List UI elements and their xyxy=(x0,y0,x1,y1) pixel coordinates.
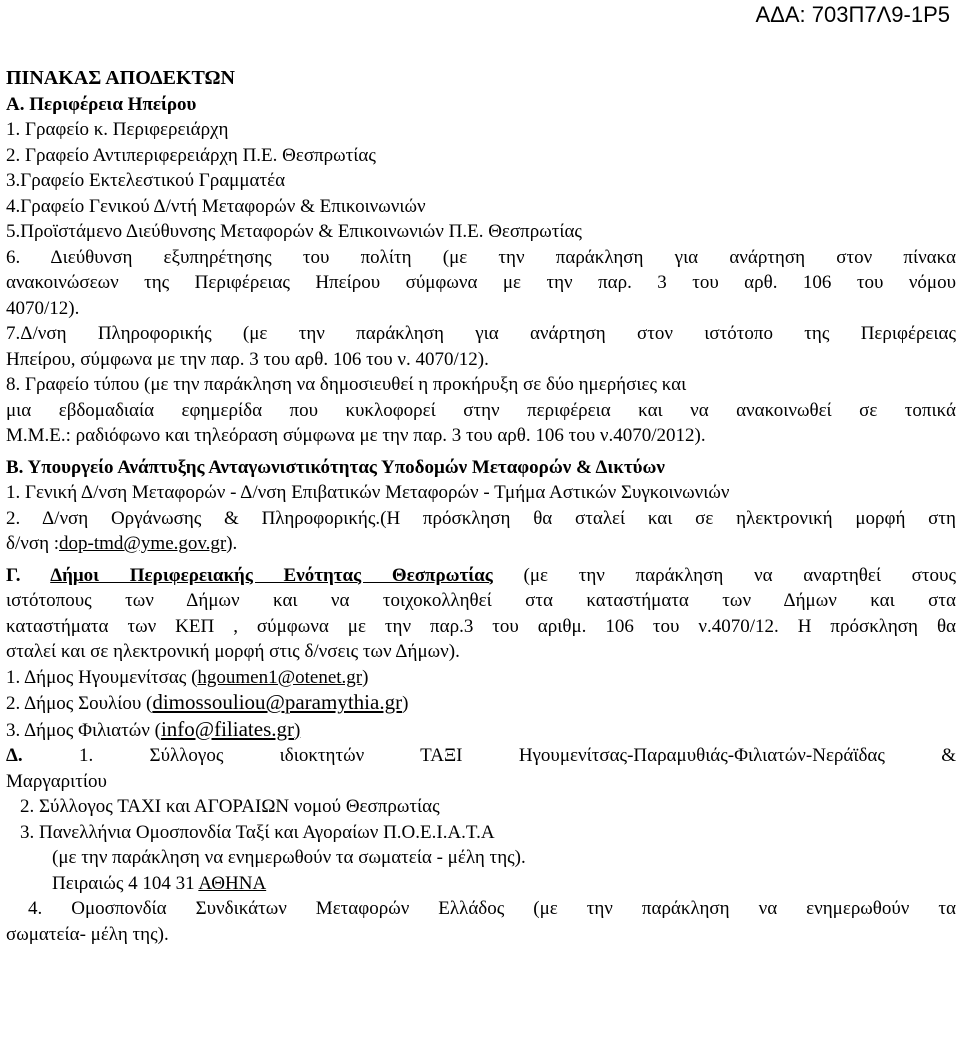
section-c-line-2: ιστότοπους των Δήμων και να τοιχοκολληθεί στα καταστήματα των Δήμων και στα xyxy=(6,590,956,611)
section-a-item-6-line-1: 6. Διεύθυνση εξυπηρέτησης του πολίτη (με την παράκληση για ανάρτηση στον πίνακα xyxy=(6,246,956,268)
section-d-item-1-text: 1. Σύλλογος ιδιοκτητών ΤΑΞΙ Ηγουμενίτσας-Παραμυθιάς-Φιλιατών-Νεράϊδας & xyxy=(22,745,956,766)
section-c-item-2-suffix: ) xyxy=(402,693,409,714)
section-a-item-8-line-2: μια εβδομαδιαία εφημερίδα που κυκλοφορεί στην περιφέρεια και να ανακοινωθεί σε τοπικά xyxy=(6,399,956,421)
section-a-item-3: 3.Γραφείο Εκτελεστικού Γραμματέα xyxy=(6,170,286,191)
section-a-item-6-line-3: 4070/12). xyxy=(6,297,80,319)
section-a-item-8-line-3: Μ.Μ.Ε.: ραδιόφωνο και τηλεόραση σύμφωνα με την παρ. 3 του αρθ. 106 του ν.4070/2012). xyxy=(6,425,706,446)
section-c-item-3-suffix: ) xyxy=(294,719,301,741)
section-a-item-7-line-1: 7.Δ/νση Πληροφορικής (με την παράκληση για ανάρτηση στον ιστότοπο της Περιφέρειας xyxy=(6,323,956,344)
section-b-heading: Β. Υπουργείο Ανάπτυξης Ανταγωνιστικότητας Υποδομών Μεταφορών & Δικτύων xyxy=(6,456,665,478)
email-link-filiates[interactable]: info@filiates.gr xyxy=(160,716,294,741)
section-c-line-1 xyxy=(6,563,956,589)
section-c-item-1-suffix: ) xyxy=(362,666,369,688)
section-b-item-2-line-1: 2. Δ/νση Οργάνωσης & Πληροφορικής.(Η πρόσκληση θα σταλεί και σε ηλεκτρονική μορφή στη xyxy=(6,507,956,529)
section-a-item-8-line-1: 8. Γραφείο τύπου (με την παράκληση να δημοσιευθεί η προκήρυξη σε δύο ημερήσιες και xyxy=(6,374,687,395)
section-b-item-2-prefix: δ/νση : xyxy=(6,533,60,554)
section-c-item-3-prefix: 3. Δήμος Φιλιατών ( xyxy=(6,719,161,741)
section-c-text-1: (με την παράκληση να αναρτηθεί στους xyxy=(492,564,956,586)
section-a-heading: Α. Περιφέρεια Ηπείρου xyxy=(6,93,197,115)
section-a-item-7-line-2: Ηπείρου, σύμφωνα με την παρ. 3 του αρθ. 106 του ν. 4070/12). xyxy=(6,348,489,370)
email-link-dimossouliou[interactable]: dimossouliou@paramythia.gr xyxy=(152,690,403,714)
section-a-item-1: 1. Γραφείο κ. Περιφερειάρχη xyxy=(6,119,229,140)
email-link-hgoumen[interactable]: hgoumen1@otenet.gr xyxy=(197,666,363,688)
section-c-item-1 xyxy=(6,665,956,691)
section-a-item-2: 2. Γραφείο Αντιπεριφερειάρχη Π.Ε. Θεσπρωτίας xyxy=(6,144,376,166)
section-c-item-1-prefix: 1. Δήμος Ηγουμενίτσας ( xyxy=(6,666,198,688)
section-c-line-4: σταλεί και σε ηλεκτρονική μορφή στις δ/νσεις των Δήμων). xyxy=(6,641,460,662)
section-a-item-6-line-2: ανακοινώσεων της Περιφέρειας Ηπείρου σύμφωνα με την παρ. 3 του αρθ. 106 του νόμου xyxy=(6,272,956,293)
section-d-item-3-address xyxy=(6,871,956,897)
section-d-item-1-line-2: Μαργαριτίου xyxy=(6,770,107,792)
section-c-item-3 xyxy=(6,717,956,744)
section-c-item-2 xyxy=(6,690,956,717)
section-b-item-2-line-2 xyxy=(6,531,956,557)
section-d-item-3-note: (με την παράκληση να ενημερωθούν τα σωματεία - μέλη της). xyxy=(52,847,526,868)
section-a-item-4: 4.Γραφείο Γενικού Δ/ντή Μεταφορών & Επικοινωνιών xyxy=(6,195,426,217)
section-d-item-4-line-1: 4. Ομοσπονδία Συνδικάτων Μεταφορών Ελλάδος (με την παράκληση να ενημερωθούν τα xyxy=(28,898,956,919)
section-d-item-1-line-1 xyxy=(6,743,956,769)
section-b-item-1: 1. Γενική Δ/νση Μεταφορών - Δ/νση Επιβατικών Μεταφορών - Τμήμα Αστικών Συγκοινωνιών xyxy=(6,482,730,503)
section-a-item-5: 5.Προϊστάμενο Διεύθυνσης Μεταφορών & Επικοινωνιών Π.Ε. Θεσπρωτίας xyxy=(6,221,582,242)
section-d-item-2: 2. Σύλλογος ΤΑΧΙ και ΑΓΟΡΑΙΩΝ νομού Θεσπρωτίας xyxy=(20,796,440,817)
section-d-item-4-line-2: σωματεία- μέλη της). xyxy=(6,923,169,945)
section-b-item-2-suffix: ). xyxy=(226,533,238,554)
section-d-address-city: ΑΘΗΝΑ xyxy=(198,872,267,894)
recipients-document xyxy=(6,66,956,947)
ada-code: ΑΔΑ: 703Π7Λ9-1Ρ5 xyxy=(755,2,950,27)
document-title: ΠΙΝΑΚΑΣ ΑΠΟΔΕΚΤΩΝ xyxy=(6,67,235,89)
section-c-label: Γ. xyxy=(6,564,51,586)
section-c-heading: Δήμοι Περιφερειακής Ενότητας Θεσπρωτίας xyxy=(50,564,493,586)
section-d-address-street: Πειραιώς 4 104 31 xyxy=(52,872,199,894)
section-c-line-3: καταστήματα των ΚΕΠ , σύμφωνα με την παρ.3 του αριθμ. 106 του ν.4070/12. Η πρόσκληση θα xyxy=(6,615,956,637)
section-d-item-3: 3. Πανελλήνια Ομοσπονδία Ταξί και Αγοραίων Π.Ο.Ε.Ι.Α.Τ.Α xyxy=(20,821,495,843)
section-c-item-2-prefix: 2. Δήμος Σουλίου ( xyxy=(6,693,153,714)
section-d-label: Δ. xyxy=(6,745,23,766)
email-link-dop-tmd[interactable]: dop-tmd@yme.gov.gr xyxy=(59,533,227,554)
